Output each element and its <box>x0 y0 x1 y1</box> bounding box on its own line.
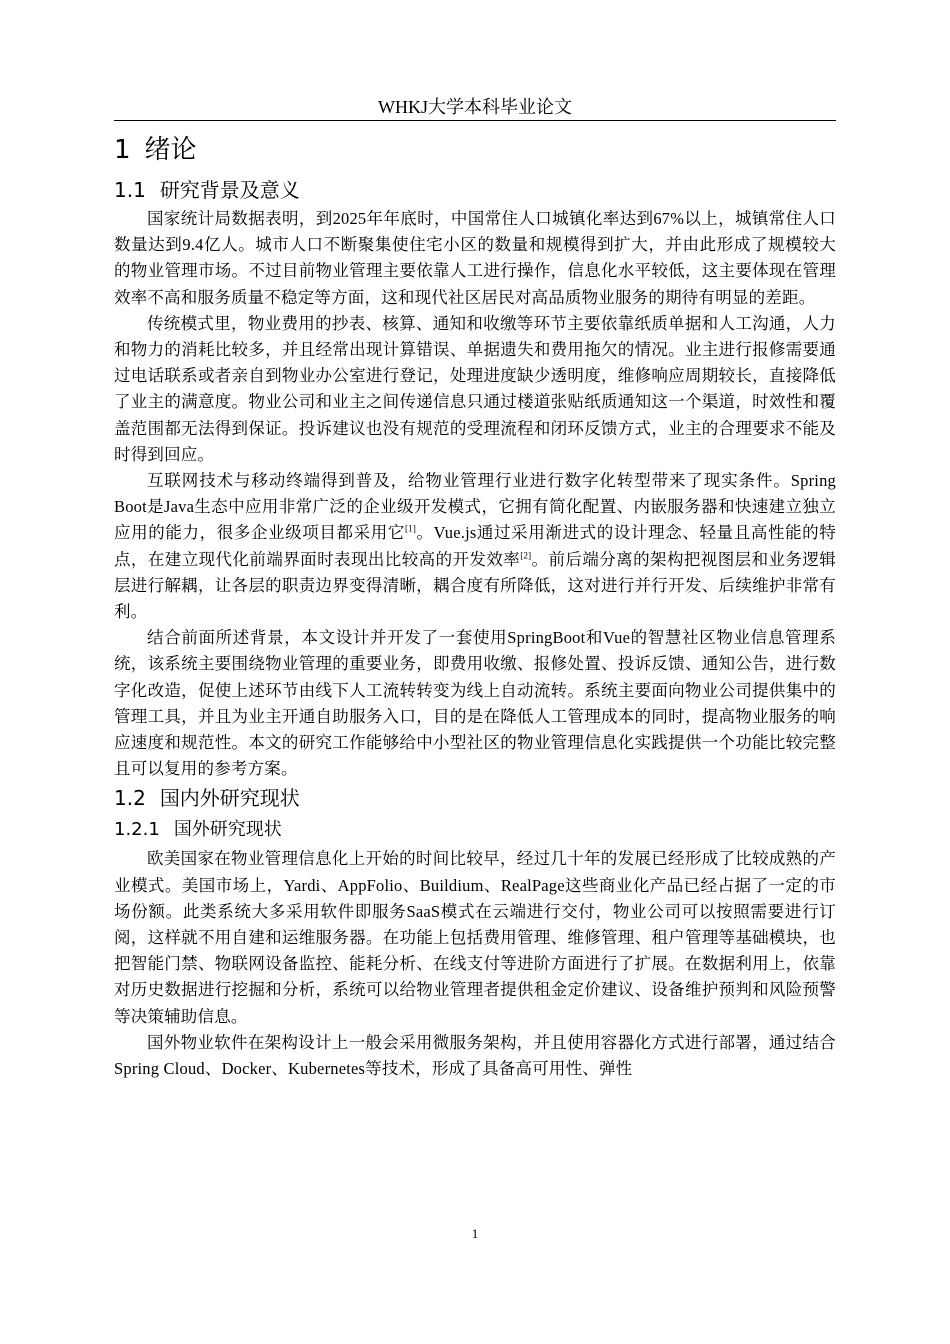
paragraph-1-1-4: 结合前面所述背景，本文设计并开发了一套使用SpringBoot和Vue的智慧社区物业信息管理系统，该系统主要围绕物业管理的重要业务，即费用收缴、报修处置、投诉反馈、通知公告，进行数字化改造，促使上述环节由线下人工流转转变为线上自动流转。系统主要面向物业公司提供集中的管理工具，并且为业主开通自助服务入口，目的是在降低人工管理成本的同时，提高物业服务的响应速度和规范性。本文的研究工作能够给中小型社区的物业管理信息化实践提供一个功能比较完整且可以复用的参考方案。 <box>114 628 836 779</box>
paragraph-text: 。Vue.js通过采用渐进式的设计理念、轻量且高性能的特点，在建立现代化前端界面时表现出比较高的开发效率 <box>114 523 837 569</box>
subsection-number: 1.2.1 <box>114 819 160 841</box>
section-heading-1-1 <box>114 174 836 206</box>
citation-1[interactable]: [1] <box>405 523 417 534</box>
page-number: 1 <box>471 1226 479 1241</box>
paragraph-1-2-1-2: 国外物业软件在架构设计上一般会采用微服务架构，并且使用容器化方式进行部署，通过结合Spring Cloud、Docker、Kubernetes等技术，形成了具备高可用性、弹性 <box>114 1032 836 1079</box>
section-number: 1.2 <box>114 786 146 811</box>
paragraph-1-1-2: 传统模式里，物业费用的抄表、核算、通知和收缴等环节主要依靠纸质单据和人工沟通，人力和物力的消耗比较多，并且经常出现计算错误、单据遗失和费用拖欠的情况。业主进行报修需要通过电话联系或者亲自到物业办公室进行登记，处理进度缺少透明度，维修响应周期较长，直接降低了业主的满意度。物业公司和业主之间传递信息只通过楼道张贴纸质通知这一个渠道，时效性和覆盖范围都无法得到保证。投诉建议也没有规范的受理流程和闭环反馈方式，业主的合理要求不能及时得到回应。 <box>114 313 836 464</box>
running-header: WHKJ大学本科毕业论文 <box>378 97 572 117</box>
chapter-heading <box>114 126 836 174</box>
subsection-heading-1-2-1 <box>114 814 836 846</box>
page-content <box>114 126 836 1082</box>
section-title: 国内外研究现状 <box>159 786 300 811</box>
section-title: 研究背景及意义 <box>159 178 300 202</box>
header-rule <box>114 120 836 121</box>
citation-2[interactable]: [2] <box>520 550 532 561</box>
paragraph-text: 。前后端分离的架构把视图层和业务逻辑层进行解耦，让各层的职责边界变得清晰，耦合度有所降低，这对进行并行开发、后续维护非常有利。 <box>114 549 836 622</box>
chapter-title: 绪论 <box>144 135 197 165</box>
chapter-number: 1 <box>114 135 131 165</box>
paragraph-text: 互联网技术与移动终端得到普及，给物业管理行业进行数字化转型带来了现实条件。Spring Boot是Java生态中应用非常广泛的企业级开发模式，它拥有简化配置、内嵌服务器和快速建立独立应用的能力，很多企业级项目都采用它 <box>114 471 836 543</box>
section-number: 1.1 <box>114 178 146 202</box>
subsection-title: 国外研究现状 <box>173 819 282 841</box>
paragraph-1-1-1: 国家统计局数据表明，到2025年年底时，中国常住人口城镇化率达到67%以上，城镇常住人口数量达到9.4亿人。城市人口不断聚集使住宅小区的数量和规模得到扩大，并由此形成了规模较大的物业管理市场。不过目前物业管理主要依靠人工进行操作，信息化水平较低，这主要体现在管理效率不高和服务质量不稳定等方面，这和现代社区居民对高品质物业服务的期待有明显的差距。 <box>114 209 836 307</box>
section-heading-1-2 <box>114 782 836 814</box>
paragraph-1-1-3 <box>114 468 836 625</box>
paragraph-1-2-1-1: 欧美国家在物业管理信息化上开始的时间比较早，经过几十年的发展已经形成了比较成熟的产业模式。美国市场上，Yardi、AppFolio、Buildium、RealPage这些商业化产品已经占据了一定的市场份额。此类系统大多采用软件即服务SaaS模式在云端进行交付，物业公司可以按照需要进行订阅，这样就不用自建和运维服务器。在功能上包括费用管理、维修管理、租户管理等基础模块，也把智能门禁、物联网设备监控、能耗分析、在线支付等进阶方面进行了扩展。在数据利用上，依靠对历史数据进行挖掘和分析，系统可以给物业管理者提供租金定价建议、设备维护预判和风险预警等决策辅助信息。 <box>114 849 836 1026</box>
